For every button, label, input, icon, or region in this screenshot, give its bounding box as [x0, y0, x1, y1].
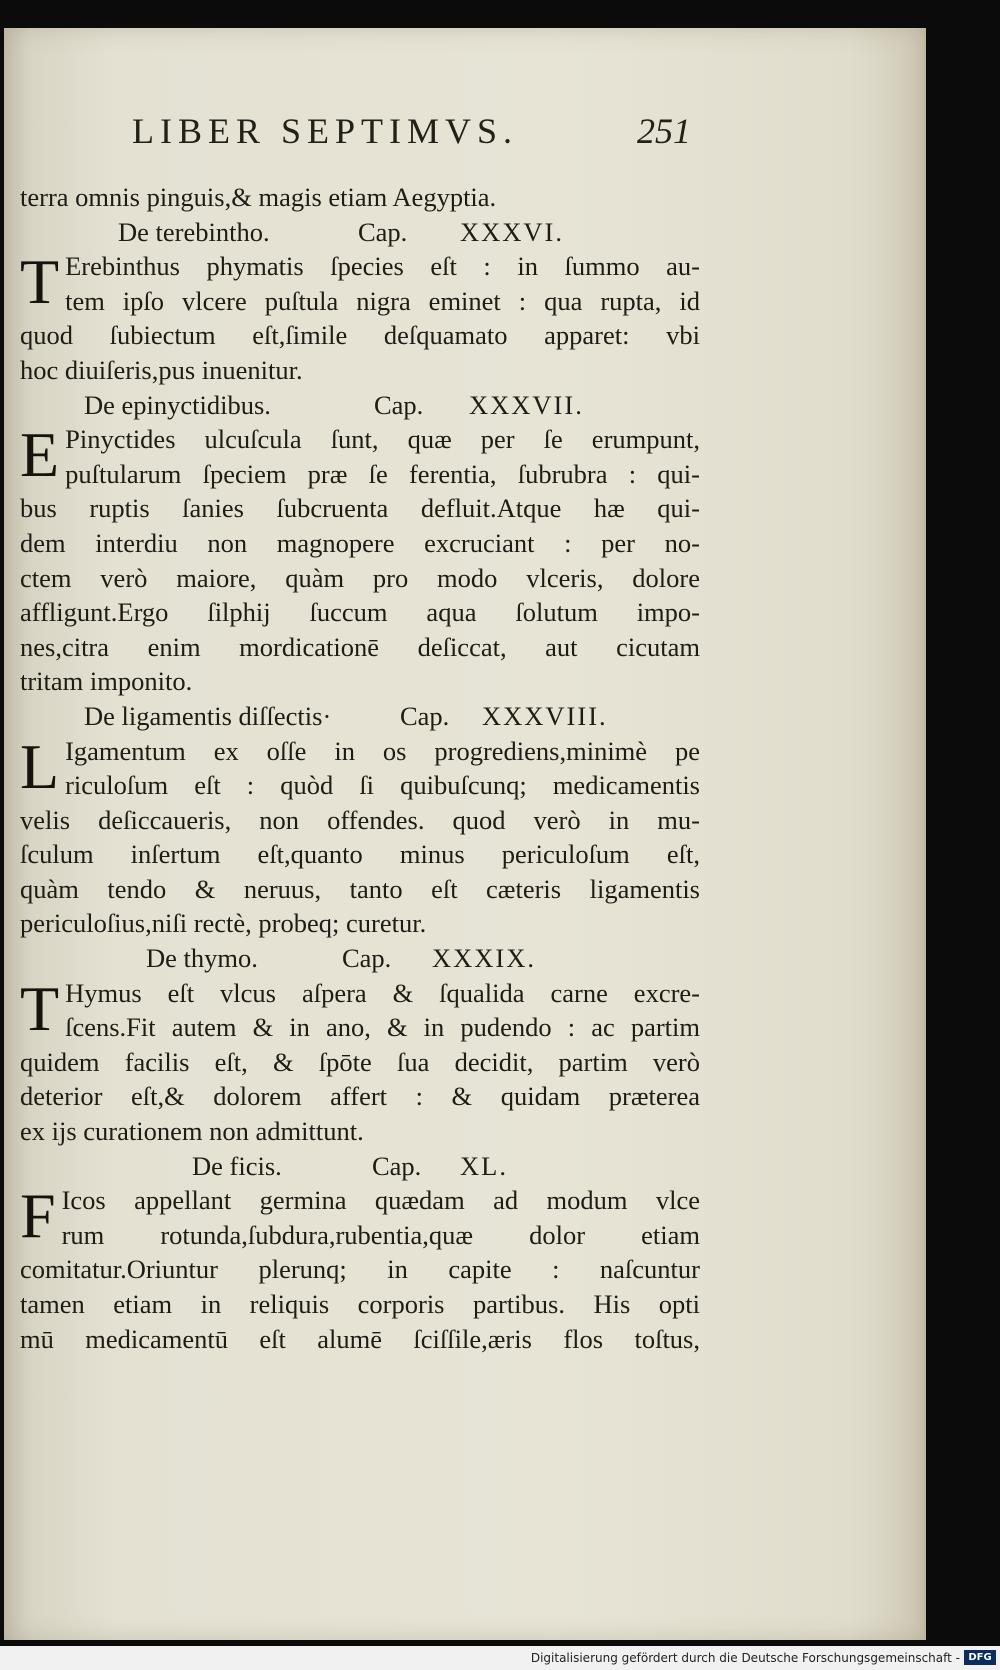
text-line: velis deſiccaueris, non offendes. quod verò in mu- [20, 804, 700, 835]
chapter-cap-label: Cap. [400, 700, 450, 731]
text-line: ſcens.Fit autem & in ano, & in pudendo : ac partim [65, 1012, 700, 1043]
chapter-number: XXXIX. [432, 943, 536, 974]
text-line: mū medicamentū eſt alumē ſciſſile,æris flos toſtus, [20, 1323, 700, 1354]
drop-cap: L [20, 730, 60, 802]
dfg-logo: DFG [964, 1650, 996, 1665]
text-line: quod ſubiectum eſt,ſimile deſquamato apparet: vbi [20, 320, 700, 351]
text-line: nes,citra enim mordicationē deſiccat, aut cicutam [20, 631, 700, 662]
text-line: tritam imponito. [20, 666, 193, 697]
drop-cap: E [20, 419, 60, 491]
chapter-heading [20, 215, 700, 250]
chapter-title: De thymo. [146, 943, 258, 974]
text-line: deterior eſt,& dolorem affert : & quidam præterea [20, 1081, 700, 1112]
chapter-cap-label: Cap. [342, 943, 392, 974]
chapter-cap-label: Cap. [372, 1150, 422, 1181]
text-line: tem ipſo vlcere puſtula nigra eminet : qua rupta, id [65, 285, 700, 316]
chapter-number: XXXVII. [469, 389, 584, 420]
text-line: terra omnis pinguis,& magis etiam Aegyptia. [20, 182, 497, 212]
text-line: quàm tendo & neruus, tanto eſt cæteris ligamentis [20, 873, 700, 904]
text-line: bus ruptis ſanies ſubcruenta defluit.Atque hæ qui- [20, 493, 700, 524]
paragraph [20, 419, 700, 699]
page-number: 251 [637, 111, 691, 151]
text-line: rum rotunda,ſubdura,rubentia,quæ dolor etiam [61, 1219, 700, 1250]
chapter-heading [20, 1149, 700, 1184]
text-line: ex ijs curationem non admittunt. [20, 1116, 364, 1147]
chapter-number: XXXVI. [460, 216, 564, 247]
chapter-heading [20, 699, 700, 734]
body-text [20, 180, 700, 1356]
text-line: Hymus eſt vlcus aſpera & ſqualida carne excre- [65, 977, 700, 1008]
paragraph [20, 972, 700, 1149]
chapter-heading [20, 388, 700, 423]
text-line: periculoſius,niſi rectè, probeq; curetur. [20, 908, 427, 939]
chapter-cap-label: Cap. [374, 389, 424, 420]
text-line: ſculum inſertum eſt,quanto minus periculoſum eſt, [20, 839, 700, 870]
chapter-number: XXXVIII. [482, 700, 608, 731]
text-line: Igamentum ex oſſe in os progrediens,minimè pe [65, 735, 700, 766]
chapter-title: De ligamentis diſſectis· [84, 700, 332, 731]
chapter-number: XL. [460, 1150, 508, 1181]
drop-cap: T [20, 972, 60, 1044]
drop-cap: T [20, 246, 60, 318]
book-page [4, 28, 926, 1640]
funding-credit: Digitalisierung gefördert durch die Deutsche Forschungsgemeinschaft - [530, 1651, 960, 1665]
drop-cap: F [20, 1180, 56, 1252]
paragraph [20, 1180, 700, 1356]
text-line: Icos appellant germina quædam ad modum vlce [61, 1185, 700, 1216]
chapter-title: De epinyctidibus. [84, 389, 271, 420]
chapter-title: De ficis. [192, 1150, 282, 1181]
text-line: hoc diuiſeris,pus inuenitur. [20, 354, 303, 385]
text-line: tamen etiam in reliquis corporis partibus. His opti [20, 1289, 700, 1319]
text-line: comitatur.Oriuntur plerunq; in capite : naſcuntur [20, 1254, 700, 1285]
text-line: quidem facilis eſt, & ſpōte ſua decidit, partim verò [20, 1046, 700, 1077]
text-line: Erebinthus phymatis ſpecies eſt : in ſummo au- [65, 251, 700, 282]
chapter-heading [20, 941, 700, 976]
text-line: riculoſum eſt : quòd ſi quibuſcunq; medicamentis [65, 770, 700, 801]
digitization-footer [0, 1646, 1000, 1670]
paragraph [20, 246, 700, 387]
text-line: affligunt.Ergo ſilphij ſuccum aqua ſolutum impo- [20, 597, 700, 628]
chapter-cap-label: Cap. [358, 216, 408, 247]
running-title: LIBER SEPTIMVS. [132, 111, 519, 151]
paragraph [20, 730, 700, 942]
text-line: dem interdiu non magnopere excruciant : per no- [20, 527, 700, 558]
chapter-title: De terebintho. [118, 216, 270, 247]
text-line: puſtularum ſpeciem præ ſe ferentia, ſubrubra : qui- [65, 458, 700, 489]
text-line: ctem verò maiore, quàm pro modo vlceris, dolore [20, 562, 700, 593]
text-line: Pinyctides ulcuſcula ſunt, quæ per ſe erumpunt, [65, 424, 700, 455]
